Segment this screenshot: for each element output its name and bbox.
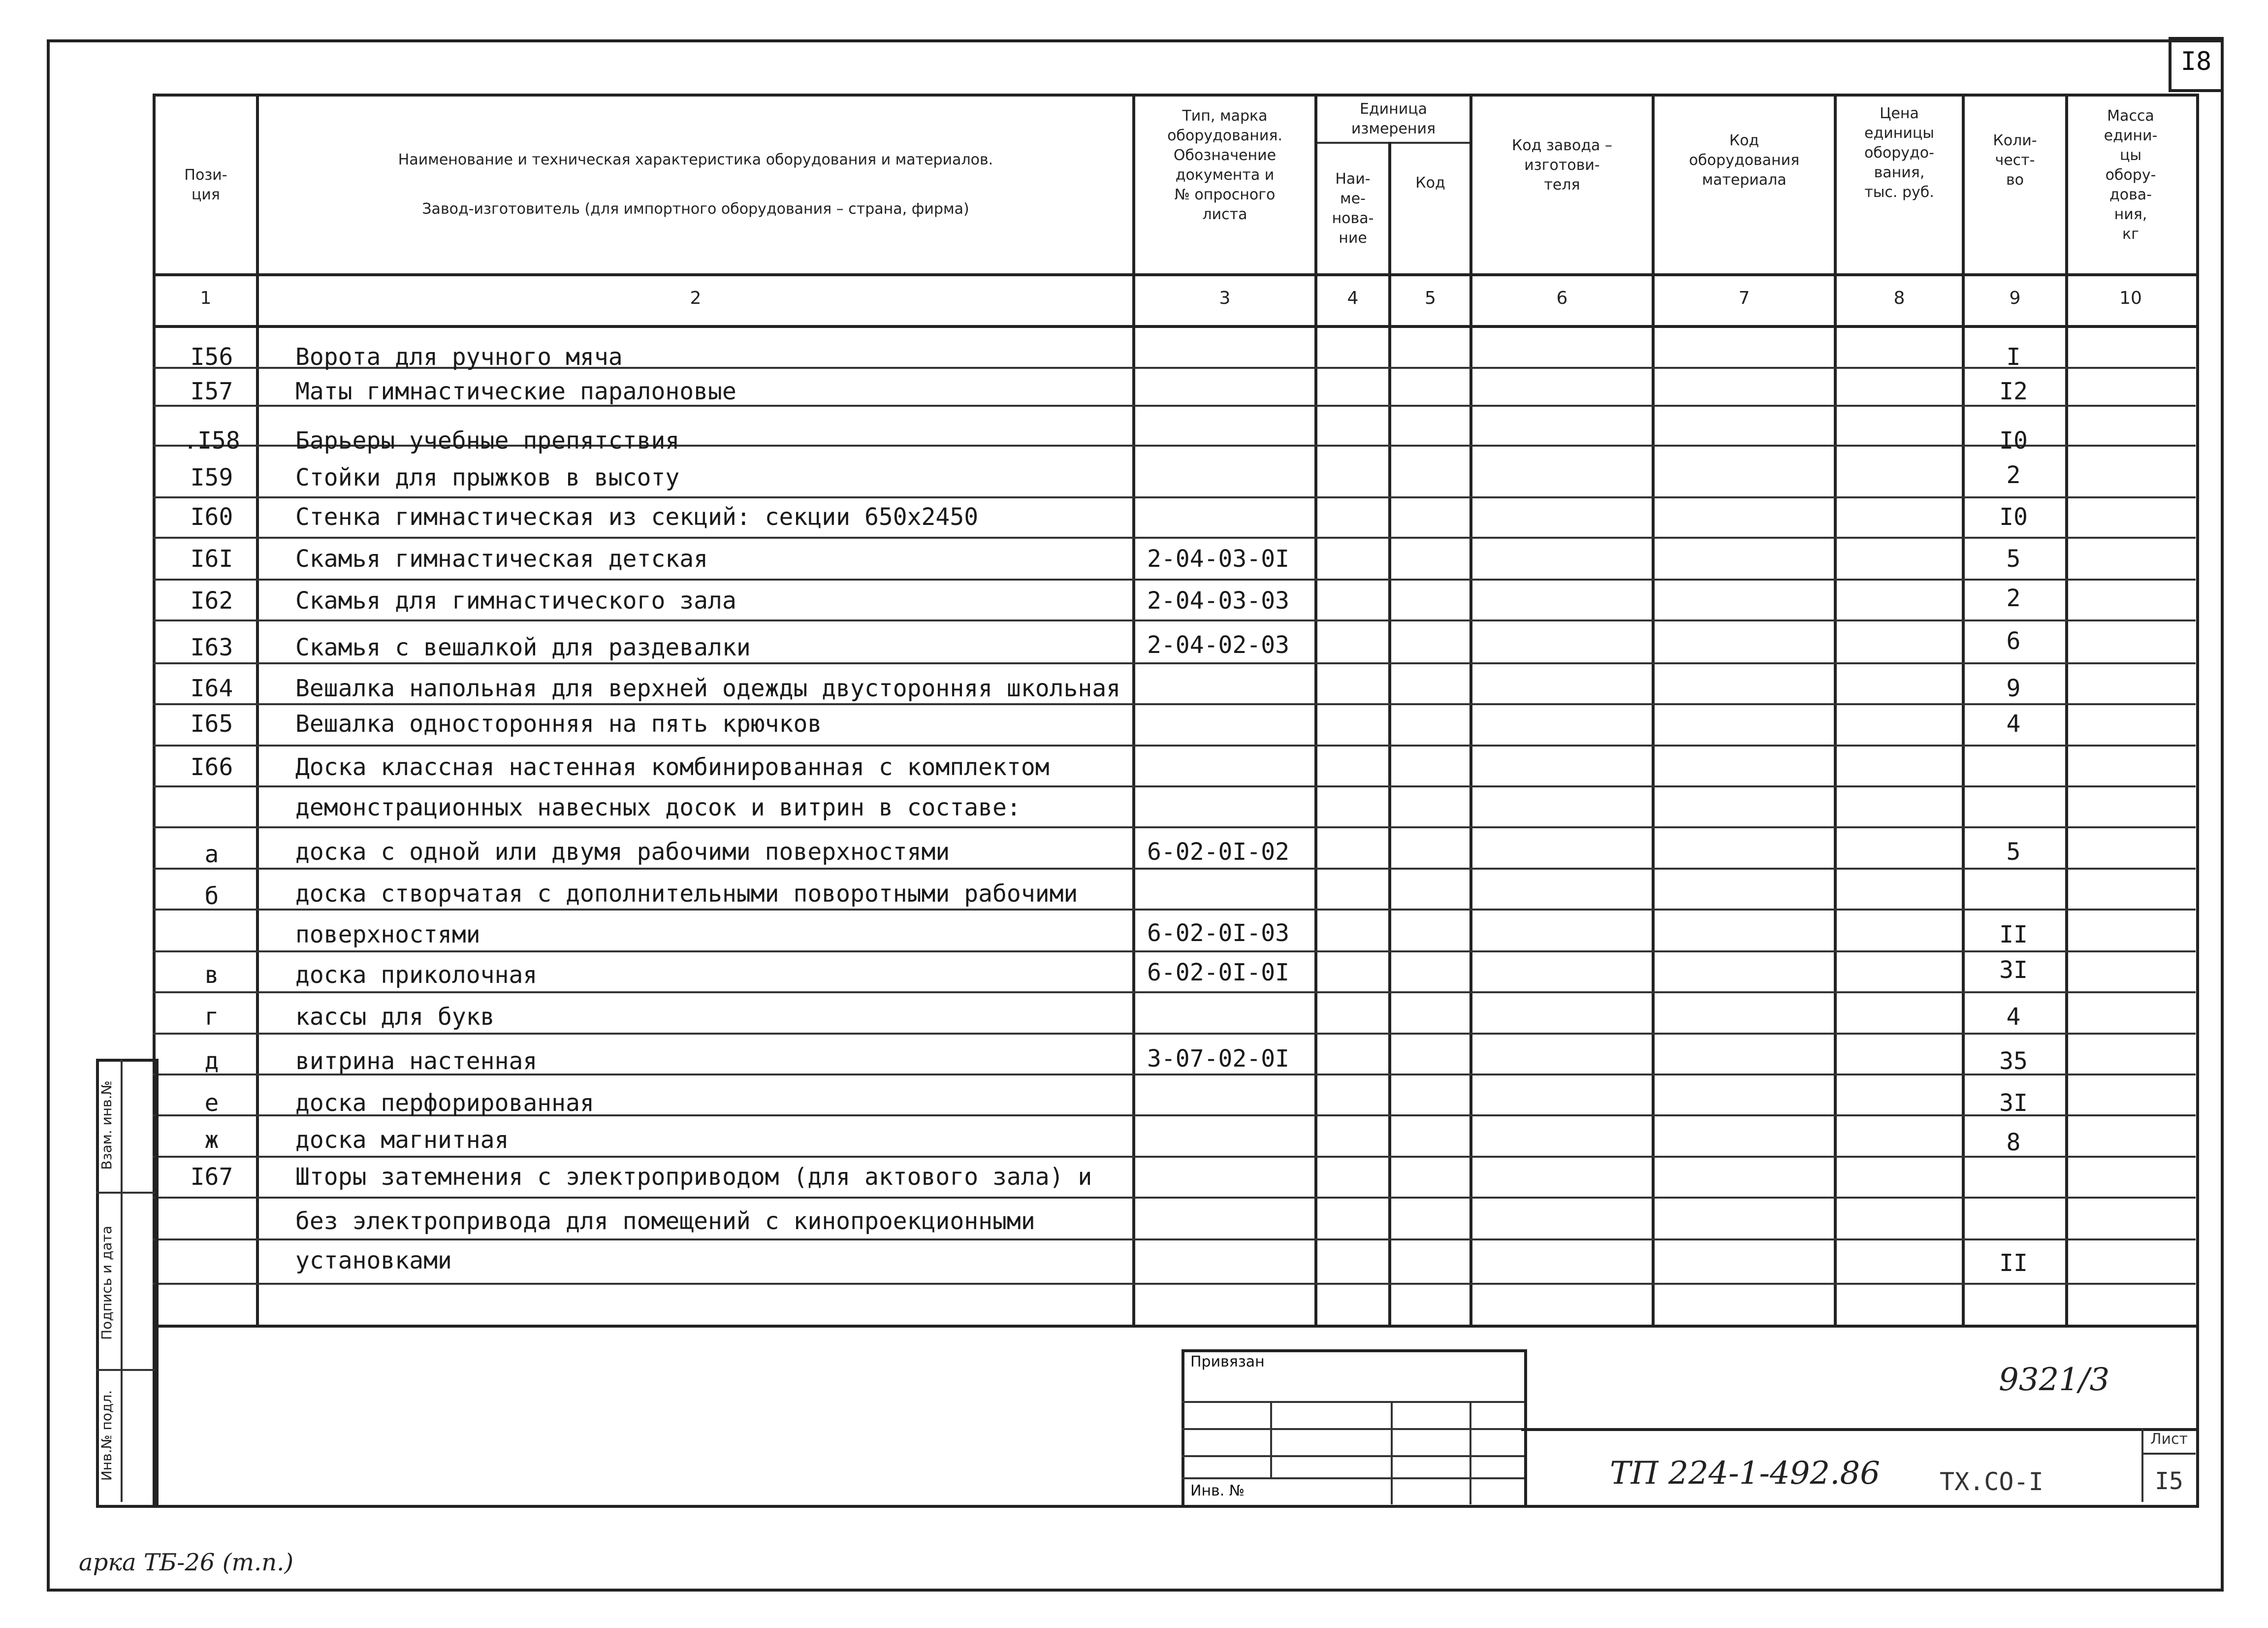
col-number-7: 7 [1738,288,1750,308]
row-name: без электропривода для помещений с кинопроекционными [295,1207,1035,1235]
row-line [153,1283,2196,1285]
row-position: I57 [190,378,233,405]
side-label-vzam: Взам. инв.№ [98,1080,115,1170]
row-name: демонстрационных навесных досок и витрин в составе: [295,794,1021,821]
header-bottom-line [153,273,2199,276]
row-line [153,1197,2196,1199]
row-quantity: 5 [2006,545,2021,573]
row-line [153,826,2196,828]
row-name: доска перфорированная [295,1089,594,1117]
row-position: I62 [190,587,233,615]
row-line [153,785,2196,787]
header-unit: Единица измерения [1351,100,1436,137]
stamp-grid-line [1182,1401,1524,1403]
stamp-grid-line [1182,1455,1524,1457]
row-doc: 2-04-02-03 [1147,631,1289,659]
stamp-grid-line [1270,1401,1272,1477]
stamp-privyazan: Привязан [1190,1353,1265,1370]
header-type-doc: Тип, марка оборудования. Обозначение документа и № опросного листа [1167,107,1282,223]
row-position: I65 [190,710,233,738]
side-label-inv-podl: Инв.№ подл. [98,1390,115,1481]
header-name-line1: Наименование и техническая характеристика оборудования и материалов. [398,151,993,168]
stamp-grid-line [1182,1428,1524,1430]
row-position: I6I [190,545,233,573]
row-position: I63 [190,634,233,661]
header-unit-name: Наи- ме- нова- ние [1332,170,1374,247]
stamp-grid-line [1469,1401,1471,1504]
row-quantity: 3I [1999,956,2028,984]
stamp-list-label: Лист [2150,1431,2188,1448]
row-quantity: 2 [2006,461,2021,489]
col-number-3: 3 [1219,288,1231,308]
col-line-7 [1834,94,1837,1325]
col-number-9: 9 [2009,288,2021,308]
row-name: Вешалка односторонняя на пять крючков [295,710,822,738]
stamp-list-line [2141,1453,2196,1455]
row-doc: 3-07-02-0I [1147,1045,1289,1073]
row-name: Скамья с вешалкой для раздевалки [295,634,751,661]
col-number-8: 8 [1893,288,1905,308]
header-name-line2: Завод-изготовитель (для импортного оборудования – страна, фирма) [422,200,969,218]
row-name: Стенка гимнастическая из секций: секции 650х2450 [295,503,979,531]
footer-note: арка ТБ-26 (т.п.) [79,1549,294,1576]
row-quantity: I0 [1999,427,2028,455]
row-name: Барьеры учебные препятствия [295,427,680,455]
row-name: Шторы затемнения с электроприводом (для актового зала) и [295,1163,1092,1191]
stamp-inv-no: Инв. № [1190,1482,1245,1499]
row-line [153,991,2196,993]
row-position: б [204,882,219,910]
row-line [153,950,2196,952]
row-position: а [204,841,219,868]
row-doc: 6-02-0I-0I [1147,959,1289,986]
col-number-1: 1 [200,288,212,308]
row-name: Скамья гимнастическая детская [295,545,708,573]
row-name: Маты гимнастические паралоновые [295,378,736,405]
row-name: Ворота для ручного мяча [295,343,623,371]
row-name: доска приколочная [295,961,538,989]
row-position: ж [204,1126,219,1154]
row-line [153,537,2196,539]
row-line [153,662,2196,664]
col-line-4 [1388,142,1391,1325]
col-line-2 [1132,94,1135,1325]
row-line [153,745,2196,747]
row-position: I56 [190,343,233,371]
header-unit-mass: Масса едини- цы обору- дова- ния, кг [2104,107,2158,243]
stamp-main-top-line [1521,1428,2199,1431]
row-doc: 2-04-03-03 [1147,587,1289,615]
row-position: I60 [190,503,233,531]
stamp-project-code: ТП 224-1-492.86 [1610,1455,1880,1492]
col-line-6 [1652,94,1655,1325]
row-line [153,496,2196,498]
stamp-handwritten-number: 9321/3 [1999,1362,2110,1398]
stamp-list-number: I5 [2155,1467,2183,1495]
row-name: кассы для букв [295,1003,495,1031]
row-line [153,1033,2196,1035]
header-position: Пози- ция [184,166,227,203]
row-quantity: 9 [2006,675,2021,702]
row-position: .I58 [183,427,240,455]
row-line [153,579,2196,581]
row-name: доска с одной или двумя рабочими поверхностями [295,838,950,866]
row-position: I67 [190,1163,233,1191]
row-quantity: I2 [1999,378,2028,405]
sheet-number: I8 [2180,47,2212,76]
col-number-5: 5 [1425,288,1436,308]
row-name: поверхностями [295,921,480,948]
colnum-bottom-line [153,325,2199,328]
row-name: Стойки для прыжков в высоту [295,464,680,491]
col-number-4: 4 [1347,288,1359,308]
side-strip-divider [121,1059,123,1502]
row-name: установками [295,1247,452,1274]
header-unit-price: Цена единицы оборудо- вания, тыс. руб. [1864,105,1934,201]
header-quantity: Коли- чест- во [1993,132,2037,189]
row-position: I66 [190,753,233,781]
row-position: г [204,1003,219,1031]
row-line [153,1156,2196,1158]
stamp-grid-line [1182,1477,1524,1479]
side-label-podpis: Подпись и дата [98,1226,115,1340]
row-name: Доска классная настенная комбинированная с комплектом [295,753,1050,781]
row-name: доска магнитная [295,1126,509,1154]
row-quantity: 35 [1999,1047,2028,1075]
row-line [153,909,2196,911]
col-number-10: 10 [2119,288,2142,308]
side-strip-line [96,1192,155,1194]
stamp-list-divider [2141,1428,2143,1502]
row-quantity: 6 [2006,627,2021,655]
row-doc: 2-04-03-0I [1147,545,1289,573]
row-name: витрина настенная [295,1047,538,1075]
stamp-grid-line [1391,1401,1393,1504]
row-name: доска створчатая с дополнительными поворотными рабочими [295,880,1078,908]
row-position: I64 [190,675,233,702]
row-quantity: 4 [2006,710,2021,738]
row-quantity: I [2006,343,2021,371]
row-quantity: I0 [1999,503,2028,531]
col-line-5 [1469,94,1472,1325]
row-quantity: 4 [2006,1003,2021,1031]
row-quantity: II [1999,921,2028,948]
row-line [153,703,2196,705]
row-position: д [204,1047,219,1075]
row-quantity: 8 [2006,1129,2021,1156]
header-equipment-code: Код оборудования материала [1689,132,1800,189]
stamp-doc-code: ТХ.СО-I [1940,1467,2044,1496]
header-unit-code: Код [1415,174,1445,192]
row-doc: 6-02-0I-02 [1147,838,1289,866]
col-line-9 [2065,94,2068,1325]
row-quantity: 2 [2006,585,2021,612]
col-number-6: 6 [1556,288,1568,308]
row-quantity: 5 [2006,838,2021,866]
row-position: е [204,1089,219,1117]
data-bottom-line [153,1325,2199,1328]
col-number-2: 2 [690,288,702,308]
row-position: в [204,961,219,989]
row-name: Вешалка напольная для верхней одежды двусторонняя школьная [295,675,1121,702]
header-plant-code: Код завода – изготови- теля [1512,137,1612,194]
row-position: I59 [190,464,233,491]
row-line [153,868,2196,870]
row-doc: 6-02-0I-03 [1147,919,1289,947]
row-line [153,1238,2196,1240]
row-quantity: II [1999,1249,2028,1277]
col-line-3 [1314,94,1317,1325]
row-line [153,619,2196,621]
row-name: Скамья для гимнастического зала [295,587,736,615]
row-quantity: 3I [1999,1089,2028,1117]
